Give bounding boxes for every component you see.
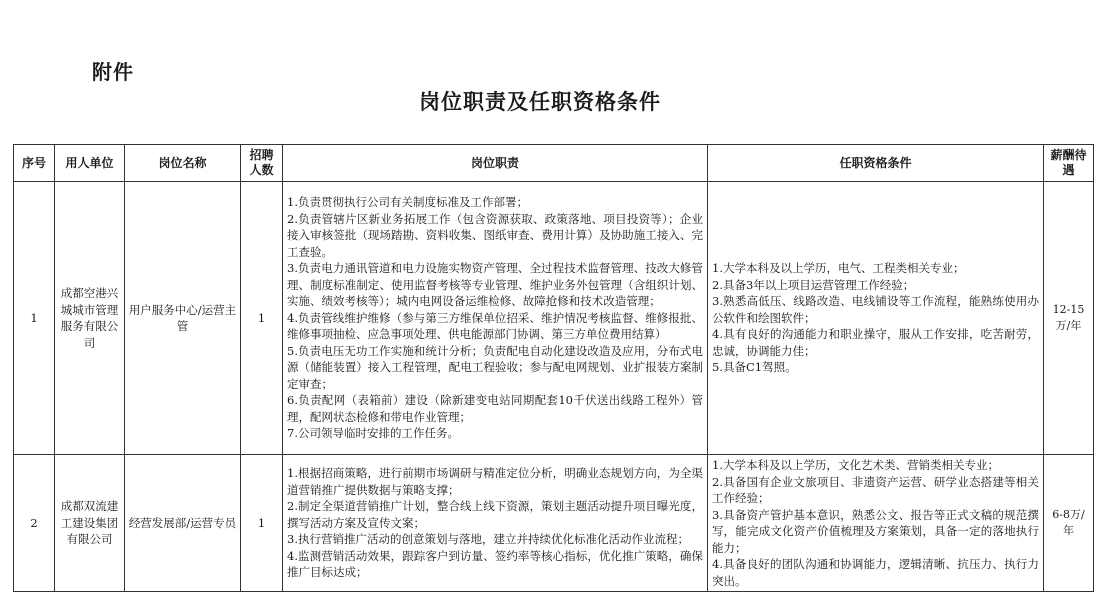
cell-count: 1 [241,182,283,455]
cell-salary: 12-15万/年 [1044,182,1094,455]
cell-count: 1 [241,455,283,592]
document-title: 岗位职责及任职资格条件 [419,89,661,114]
header-salary: 薪酬待遇 [1044,145,1094,182]
header-post: 岗位名称 [125,145,241,182]
cell-salary: 6-8万/年 [1044,455,1094,592]
duty-item: 2.制定全渠道营销推广计划，整合线上线下资源，策划主题活动提升项目曝光度，撰写活动方案及宣传文案； [287,499,703,530]
qualification-item: 5.具备C1驾照。 [712,360,797,375]
duty-item: 1.负责贯彻执行公司有关制度标准及工作部署； [287,195,528,210]
header-seq: 序号 [14,145,55,182]
cell-qualifications [708,455,1044,592]
duty-item: 5.负责电压无功工作实施和统计分析；负责配电自动化建设改造及应用，分布式电源（储能装置）接入工程管理，配电工程验收；参与配电网规划、业扩报装方案制定审查； [287,343,703,391]
qualification-item: 1.大学本科及以上学历，电气、工程类相关专业； [712,261,965,276]
duty-item: 1.根据招商策略，进行前期市场调研与精准定位分析，明确业态规划方向，为全渠道营销推广提供数据与策略支撑； [287,466,703,497]
duty-item: 4.负责管线维护维修（参与第三方维保单位招采、维护情况考核监督、维修报批、维修事项抽检、应急事项处理、供电能源部门协调、第三方单位费用结算） [287,310,703,342]
cell-seq: 2 [14,455,55,592]
cell-unit: 成都双流建工建设集团有限公司 [55,455,125,592]
header-unit: 用人单位 [55,145,125,182]
duty-item: 3.负责电力通讯管道和电力设施实物资产管理、全过程技术监督管理、技改大修管理、制度标准制定、使用监督考核等专业管理、维护业务外包管理（含组织计划、实施、绩效考核等）；城内电网设备运维检修、故障抢修和技术改造管理； [287,261,703,309]
cell-seq: 1 [14,182,55,455]
qualification-item: 2.具备国有企业文旅项目、非遗资产运营、研学业态搭建等相关工作经验； [712,474,1039,505]
cell-post: 用户服务中心/运营主管 [125,182,241,455]
qualification-item: 3.具备资产管护基本意识，熟悉公文、报告等正式文稿的规范撰写，能完成文化资产价值梳理及方案策划，具备一定的落地执行能力； [712,507,1039,555]
cell-qualifications [708,182,1044,455]
cell-post: 经营发展部/运营专员 [125,455,241,592]
duty-item: 6.负责配网（表箱前）建设（除新建变电站同期配套10千伏送出线路工程外）管理，配网状态检修和带电作业管理； [287,393,703,424]
qualification-item: 4.具备良好的团队沟通和协调能力，逻辑清晰、抗压力、执行力突出。 [712,557,1039,588]
duty-item: 4.监测营销活动效果，跟踪客户到访量、签约率等核心指标，优化推广策略，确保推广目标达成； [287,548,703,580]
table-row [14,182,1094,455]
header-count: 招聘人数 [241,145,283,182]
duty-item: 7.公司领导临时安排的工作任务。 [287,426,459,441]
duty-item: 3.执行营销推广活动的创意策划与落地，建立并持续优化标准化活动作业流程； [287,532,689,547]
attachment-label: 附件 [92,60,134,84]
cell-duties [283,455,708,592]
qualification-item: 4.具有良好的沟通能力和职业操守，服从工作安排，吃苦耐劳，忠诚，协调能力佳； [712,327,1039,358]
qualification-item: 3.熟悉高低压、线路改造、电线铺设等工作流程，能熟练使用办公软件和绘图软件； [712,294,1039,325]
table-header-row [14,145,1094,182]
positions-table [13,144,1094,592]
cell-unit: 成都空港兴城城市管理服务有限公司 [55,182,125,455]
qualification-item: 2.具备3年以上项目运营管理工作经验； [712,277,915,292]
qualification-item: 1.大学本科及以上学历，文化艺术类、营销类相关专业； [712,458,999,472]
header-duties: 岗位职责 [283,145,708,182]
cell-duties [283,182,708,455]
table-row [14,455,1094,592]
duty-item: 2.负责管辖片区新业务拓展工作（包含资源获取、政策落地、项目投资等）；企业接入审核签批（现场踏勘、资料收集、图纸审查、费用计算）及协助施工接入、完工查验。 [287,211,703,259]
header-qualifications: 任职资格条件 [708,145,1044,182]
